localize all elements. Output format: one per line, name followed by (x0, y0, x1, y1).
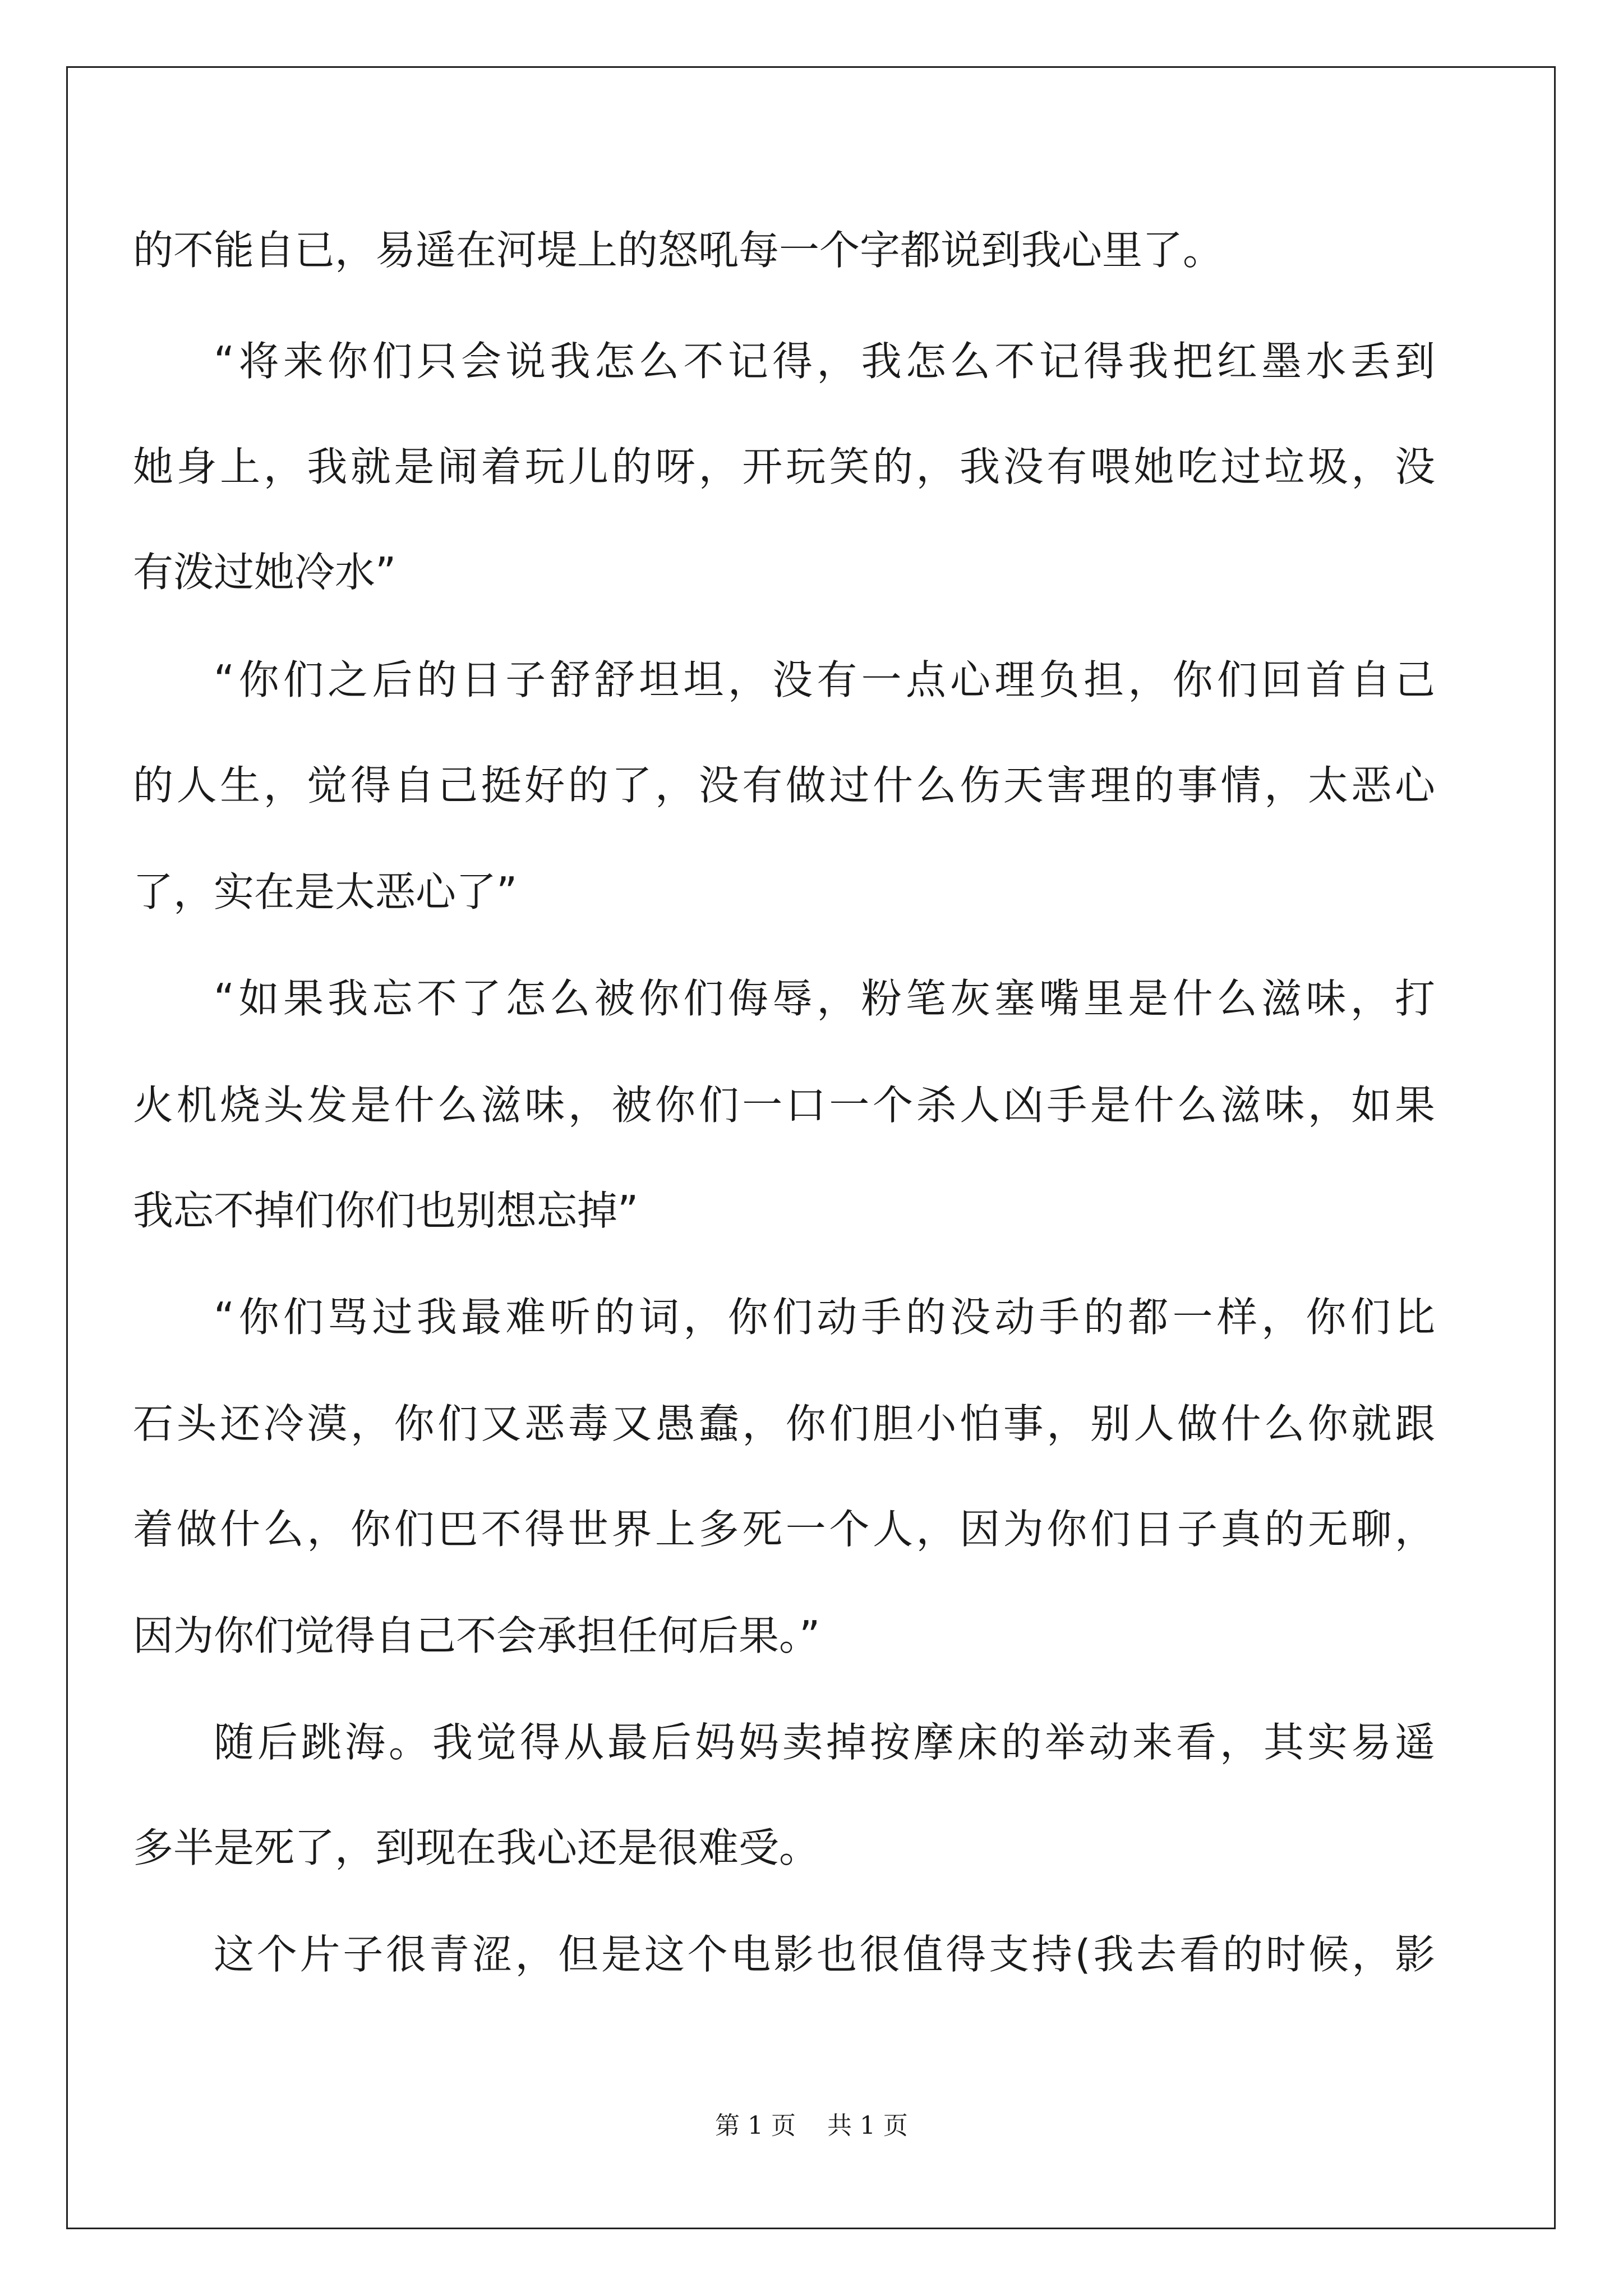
text-line: “如果我忘不了怎么被你们侮辱，粉笔灰塞嘴里是什么滋味，打 (214, 975, 1435, 1022)
page-number: 第 1 页 共 1 页 (715, 2111, 908, 2140)
text-line: 多半是死了，到现在我心还是很难受。 (133, 1824, 820, 1871)
text-line: “你们骂过我最难听的词，你们动手的没动手的都一样，你们比 (214, 1294, 1435, 1341)
text-line: 因为你们觉得自己不会承担任何后果。” (133, 1612, 820, 1659)
text-line: 的不能自已，易遥在河堤上的怒吼每一个字都说到我心里了。 (133, 227, 1224, 274)
text-line: 有泼过她冷水” (133, 549, 396, 596)
text-line: “你们之后的日子舒舒坦坦，没有一点心理负担，你们回首自己 (214, 656, 1435, 703)
text-line: “将来你们只会说我怎么不记得，我怎么不记得我把红墨水丢到 (214, 338, 1435, 385)
text-line: 火机烧头发是什么滋味，被你们一口一个杀人凶手是什么滋味，如果 (133, 1082, 1435, 1129)
text-line: 这个片子很青涩，但是这个电影也很值得支持(我去看的时候，影 (214, 1931, 1435, 1978)
text-line: 了，实在是太恶心了” (133, 868, 518, 915)
text-line: 我忘不掉们你们也别想忘掉” (133, 1187, 639, 1234)
text-line: 的人生，觉得自己挺好的了，没有做过什么伤天害理的事情，太恶心 (133, 762, 1435, 809)
page-footer (0, 2109, 1623, 2143)
text-line: 着做什么，你们巴不得世界上多死一个人，因为你们日子真的无聊， (133, 1506, 1435, 1553)
text-line: 随后跳海。我觉得从最后妈妈卖掉按摩床的举动来看，其实易遥 (214, 1719, 1435, 1766)
text-line: 她身上，我就是闹着玩儿的呀，开玩笑的，我没有喂她吃过垃圾，没 (133, 443, 1435, 490)
text-line: 石头还冷漠，你们又恶毒又愚蠢，你们胆小怕事，别人做什么你就跟 (133, 1400, 1435, 1447)
